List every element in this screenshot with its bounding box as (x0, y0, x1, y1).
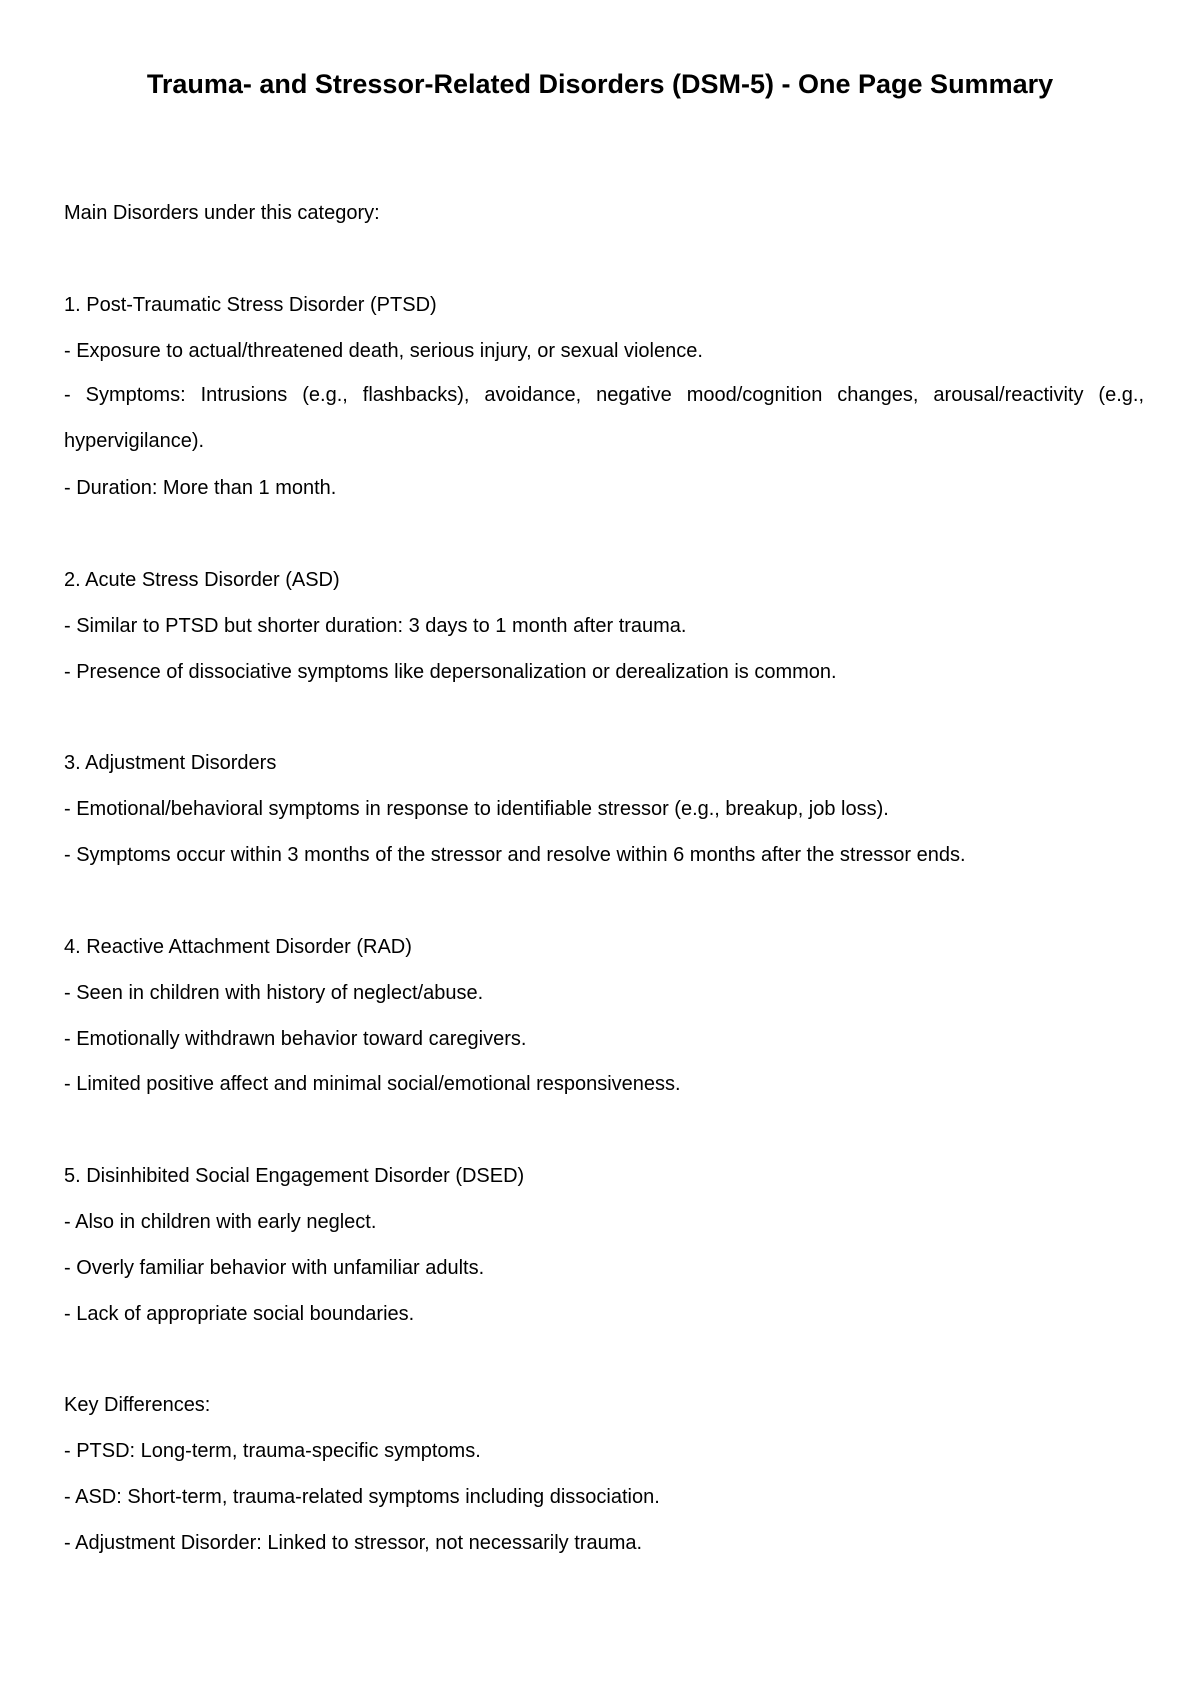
rad-point-affect: - Limited positive affect and minimal social/emotional responsiveness. (64, 1073, 681, 1095)
rad-point-history: - Seen in children with history of neglect/abuse. (64, 982, 484, 1004)
ptsd-point-symptoms: - Symptoms: Intrusions (e.g., flashbacks), avoidance, negative mood/cognition changes, arousal/reactivity (e.g., hypervigilance). (64, 384, 1144, 452)
ptsd-point-exposure: - Exposure to actual/threatened death, serious injury, or sexual violence. (64, 340, 703, 362)
key-difference-adjustment: - Adjustment Disorder: Linked to stressor, not necessarily trauma. (64, 1532, 643, 1554)
dsed-point-neglect: - Also in children with early neglect. (64, 1211, 377, 1233)
key-differences-heading: Key Differences: (64, 1394, 211, 1416)
disorder-heading-asd: 2. Acute Stress Disorder (ASD) (64, 569, 340, 591)
asd-point-dissociation: - Presence of dissociative symptoms like depersonalization or derealization is common. (64, 661, 837, 683)
intro-text: Main Disorders under this category: (64, 202, 380, 224)
asd-point-duration: - Similar to PTSD but shorter duration: 3 days to 1 month after trauma. (64, 615, 687, 637)
page-title: Trauma- and Stressor-Related Disorders (DSM-5) - One Page Summary (146, 69, 1054, 99)
adjustment-point-timing: - Symptoms occur within 3 months of the stressor and resolve within 6 months after the stressor ends. (64, 844, 966, 866)
disorder-heading-adjustment: 3. Adjustment Disorders (64, 752, 277, 774)
disorder-heading-dsed: 5. Disinhibited Social Engagement Disorder (DSED) (64, 1165, 525, 1187)
key-difference-ptsd: - PTSD: Long-term, trauma-specific symptoms. (64, 1440, 481, 1462)
disorder-heading-rad: 4. Reactive Attachment Disorder (RAD) (64, 936, 412, 958)
adjustment-point-symptoms: - Emotional/behavioral symptoms in response to identifiable stressor (e.g., breakup, job loss). (64, 798, 889, 820)
key-difference-asd: - ASD: Short-term, trauma-related symptoms including dissociation. (64, 1486, 660, 1508)
dsed-point-familiar: - Overly familiar behavior with unfamiliar adults. (64, 1257, 485, 1279)
disorder-heading-ptsd: 1. Post-Traumatic Stress Disorder (PTSD) (64, 294, 437, 316)
rad-point-withdrawn: - Emotionally withdrawn behavior toward caregivers. (64, 1028, 527, 1050)
dsed-point-boundaries: - Lack of appropriate social boundaries. (64, 1303, 415, 1325)
ptsd-point-duration: - Duration: More than 1 month. (64, 477, 337, 499)
